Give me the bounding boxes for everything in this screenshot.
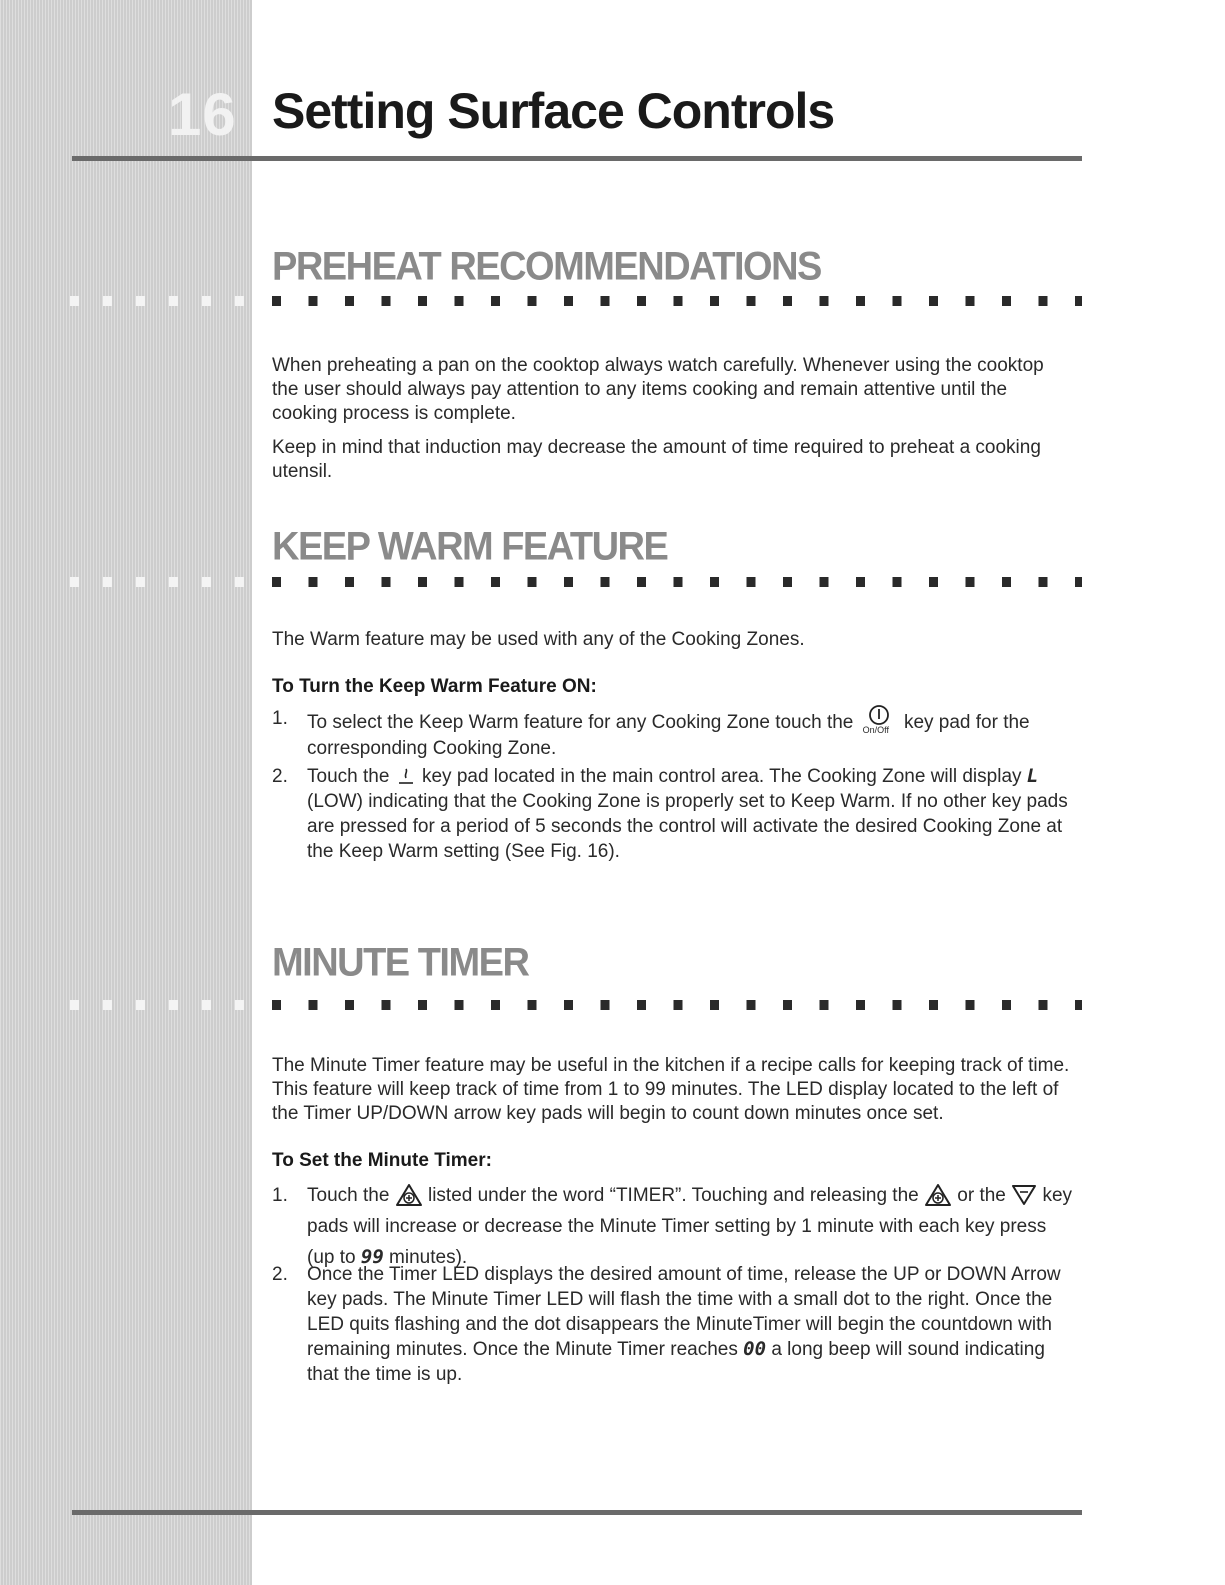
power-icon-label: On/Off [862, 725, 890, 735]
minute-timer-step-2 [272, 1262, 1072, 1392]
step-text: key pad located in the main control area. The Cooking Zone will display [421, 766, 1022, 787]
step-text: To select the Keep Warm feature for any Cooking Zone touch the [307, 712, 854, 733]
low-display-glyph: L [1026, 765, 1039, 787]
timer-down-icon [1011, 1184, 1037, 1206]
step-text: Touch the [307, 1185, 390, 1206]
step-text: key press (up to [307, 1216, 1047, 1268]
preheat-heading: PREHEAT RECOMMENDATIONS [272, 244, 821, 290]
minute-timer-heading: MINUTE TIMER [272, 940, 529, 986]
keep-warm-intro: The Warm feature may be used with any of the Cooking Zones. [272, 629, 805, 650]
step-text: a long beep will sound indicating that the time is up. [307, 1339, 1045, 1385]
timer-max-display-glyph: 99 [360, 1246, 384, 1268]
left-sidebar-band [0, 0, 252, 1585]
step-text: key pad for the [903, 712, 1030, 733]
footer-rule [72, 1510, 1082, 1515]
step-text: key pads will increase or decrease the Minute Timer setting by 1 minute with each [307, 1185, 1073, 1237]
page-number: 16 [168, 81, 237, 148]
step-text: or the [957, 1185, 1006, 1206]
step-text: minutes). [389, 1247, 468, 1268]
minute-timer-dots-left [70, 1000, 250, 1010]
preheat-paragraph-1: When preheating a pan on the cooktop always watch carefully. Whenever using the cooktop the user should always pay attention to any items cooking and remain attentive until the cooking process is complete. [272, 355, 1044, 424]
keep-warm-heading: KEEP WARM FEATURE [272, 524, 668, 570]
page-title: Setting Surface Controls [272, 83, 835, 139]
keep-warm-dots-right [272, 577, 1082, 587]
step-number: 2. [272, 1264, 288, 1285]
minute-timer-step-1 [272, 1180, 1073, 1268]
timer-up-icon [924, 1183, 952, 1207]
minute-timer-intro: The Minute Timer feature may be useful in the kitchen if a recipe calls for keeping track of time. This feature will keep track of time from 1 to 99 minutes. The LED display located to the left of the Timer UP/DOWN arrow key pads will begin to count down minutes once set. [272, 1055, 1070, 1124]
minute-timer-subheading: To Set the Minute Timer: [272, 1150, 492, 1171]
keep-warm-step-1 [272, 706, 1072, 762]
timer-up-icon [395, 1183, 423, 1207]
step-text: listed under the word “TIMER”. Touching and releasing the [427, 1185, 919, 1206]
keep-warm-step-2 [272, 764, 1072, 874]
preheat-dots-left [70, 296, 250, 306]
keep-warm-icon [395, 766, 417, 786]
preheat-dots-right [272, 296, 1082, 306]
step-text: Once the Timer LED displays the desired amount of time, release the UP or DOWN Arrow key pads. The Minute Timer LED will flash the time with a small dot to the right. Once the LED quits flashing and the dot disappears the MinuteTimer will begin the countdown with remaining minutes. Once the Minute Timer reaches [307, 1264, 1061, 1360]
minute-timer-dots-right [272, 1000, 1082, 1010]
keep-warm-dots-left [70, 577, 250, 587]
step-text: corresponding Cooking Zone. [307, 738, 557, 759]
power-icon [859, 706, 899, 736]
step-text: (LOW) indicating that the Cooking Zone is properly set to Keep Warm. If no other key pads are pressed for a period of 5 seconds the control will activate the desired Cooking Zone at the Keep Warm setting (See Fig. 16). [307, 791, 1068, 862]
preheat-paragraph-2: Keep in mind that induction may decrease the amount of time required to preheat a cooking utensil. [272, 437, 1041, 482]
timer-zero-display-glyph: 00 [743, 1338, 767, 1360]
step-number: 1. [272, 708, 288, 729]
step-number: 1. [272, 1185, 288, 1206]
step-number: 2. [272, 766, 288, 787]
step-text: Touch the [307, 766, 390, 787]
keep-warm-subheading: To Turn the Keep Warm Feature ON: [272, 676, 597, 697]
header-rule [72, 156, 1082, 161]
